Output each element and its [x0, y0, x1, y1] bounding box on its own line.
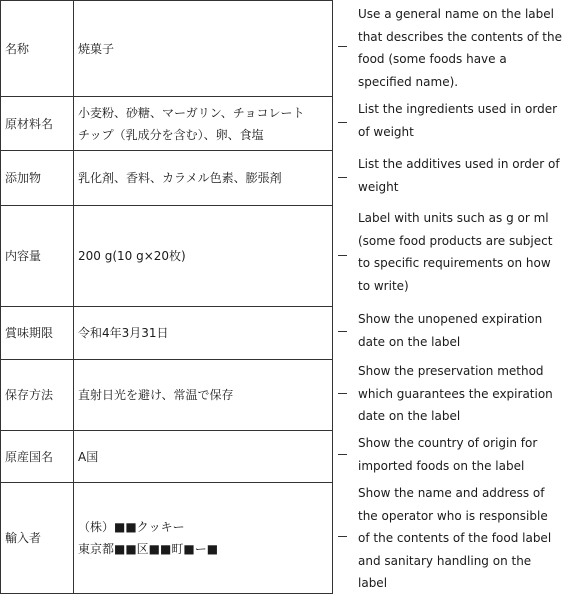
label-note-line: date on the label [358, 409, 461, 423]
label-note-line: (some food products are subject [358, 233, 553, 248]
label-note-line: to specific requirements on how [358, 256, 551, 270]
label-note-line: imported foods on the label [358, 458, 525, 473]
label-value-line: 小麦粉、砂糖、マーガリン、チョコレート [78, 105, 305, 120]
label-note-line: List the ingredients used in order [358, 102, 558, 116]
label-field-value [74, 97, 333, 151]
label-note-line: specified name). [358, 74, 459, 89]
label-value-line: 200 g(10 g×20枚) [78, 249, 186, 263]
label-row [1, 97, 333, 151]
label-row [1, 1, 333, 97]
label-note-line: that describes the contents of the [358, 29, 562, 44]
label-field-value [74, 151, 333, 206]
label-value-line: 東京都■■区■■町■ー■ [78, 542, 219, 556]
label-note-line: Show the name and address of [358, 486, 545, 500]
label-note-line: which guarantees the expiration [358, 386, 553, 401]
label-field-name: 添加物 [1, 151, 74, 206]
label-row [1, 307, 333, 360]
label-value-line: （株）■■クッキー [78, 520, 185, 534]
label-note-line: weight [358, 179, 399, 194]
connector-dash [338, 46, 347, 47]
label-note-line: Label with units such as g or ml [358, 211, 549, 225]
label-field-value [74, 307, 333, 360]
label-note-line: food (some foods have a [358, 52, 507, 66]
label-row [1, 206, 333, 307]
label-note-line: Show the unopened expiration [358, 312, 543, 326]
label-field-name: 名称 [1, 1, 74, 97]
label-note [358, 3, 566, 93]
label-field-value [74, 1, 333, 97]
label-field-name: 内容量 [1, 206, 74, 307]
label-value-line: 焼菓子 [78, 41, 115, 56]
label-note [358, 308, 566, 353]
label-note-line: Show the preservation method [358, 364, 544, 378]
label-note-line: and sanitary handling on the [358, 553, 532, 568]
label-field-name: 賞味期限 [1, 307, 74, 360]
label-value-line: 令和4年3月31日 [78, 326, 169, 340]
label-field-value [74, 360, 333, 431]
label-field-value [74, 483, 333, 594]
connector-dash [338, 393, 347, 394]
label-note-line: Show the country of origin for [358, 436, 538, 450]
label-note [358, 98, 566, 143]
label-note [358, 360, 566, 428]
label-row [1, 151, 333, 206]
label-note [358, 432, 566, 477]
label-note-line: List the additives used in order of [358, 157, 560, 171]
label-field-name: 原材料名 [1, 97, 74, 151]
label-row [1, 431, 333, 483]
label-value-line: チップ（乳成分を含む）、卵、食塩 [78, 127, 264, 142]
label-notes-column [333, 0, 567, 594]
label-note [358, 153, 566, 198]
label-note-line: label [358, 576, 388, 590]
label-value-line: 直射日光を避け、常温で保存 [78, 388, 234, 402]
connector-dash [338, 536, 347, 537]
label-note-line: the operator who is responsible [358, 508, 548, 523]
label-value-line: 乳化剤、香料、カラメル色素、膨張剤 [78, 171, 282, 185]
connector-dash [338, 177, 347, 178]
label-field-name: 輸入者 [1, 483, 74, 594]
connector-dash [338, 454, 347, 455]
label-field-value [74, 431, 333, 483]
label-note [358, 207, 566, 297]
label-row [1, 483, 333, 594]
label-note-line: of weight [358, 124, 414, 139]
connector-dash [338, 331, 347, 332]
label-note-line: to write) [358, 278, 409, 293]
connector-dash [338, 122, 347, 123]
connector-dash [338, 255, 347, 256]
label-note-line: of the contents of the food label [358, 531, 552, 545]
label-field-value [74, 206, 333, 307]
label-field-name: 保存方法 [1, 360, 74, 431]
label-note [358, 482, 566, 595]
label-value-line: A国 [78, 449, 99, 464]
label-field-name: 原産国名 [1, 431, 74, 483]
label-row [1, 360, 333, 431]
label-note-line: date on the label [358, 334, 461, 349]
label-note-line: Use a general name on the label [358, 7, 554, 21]
